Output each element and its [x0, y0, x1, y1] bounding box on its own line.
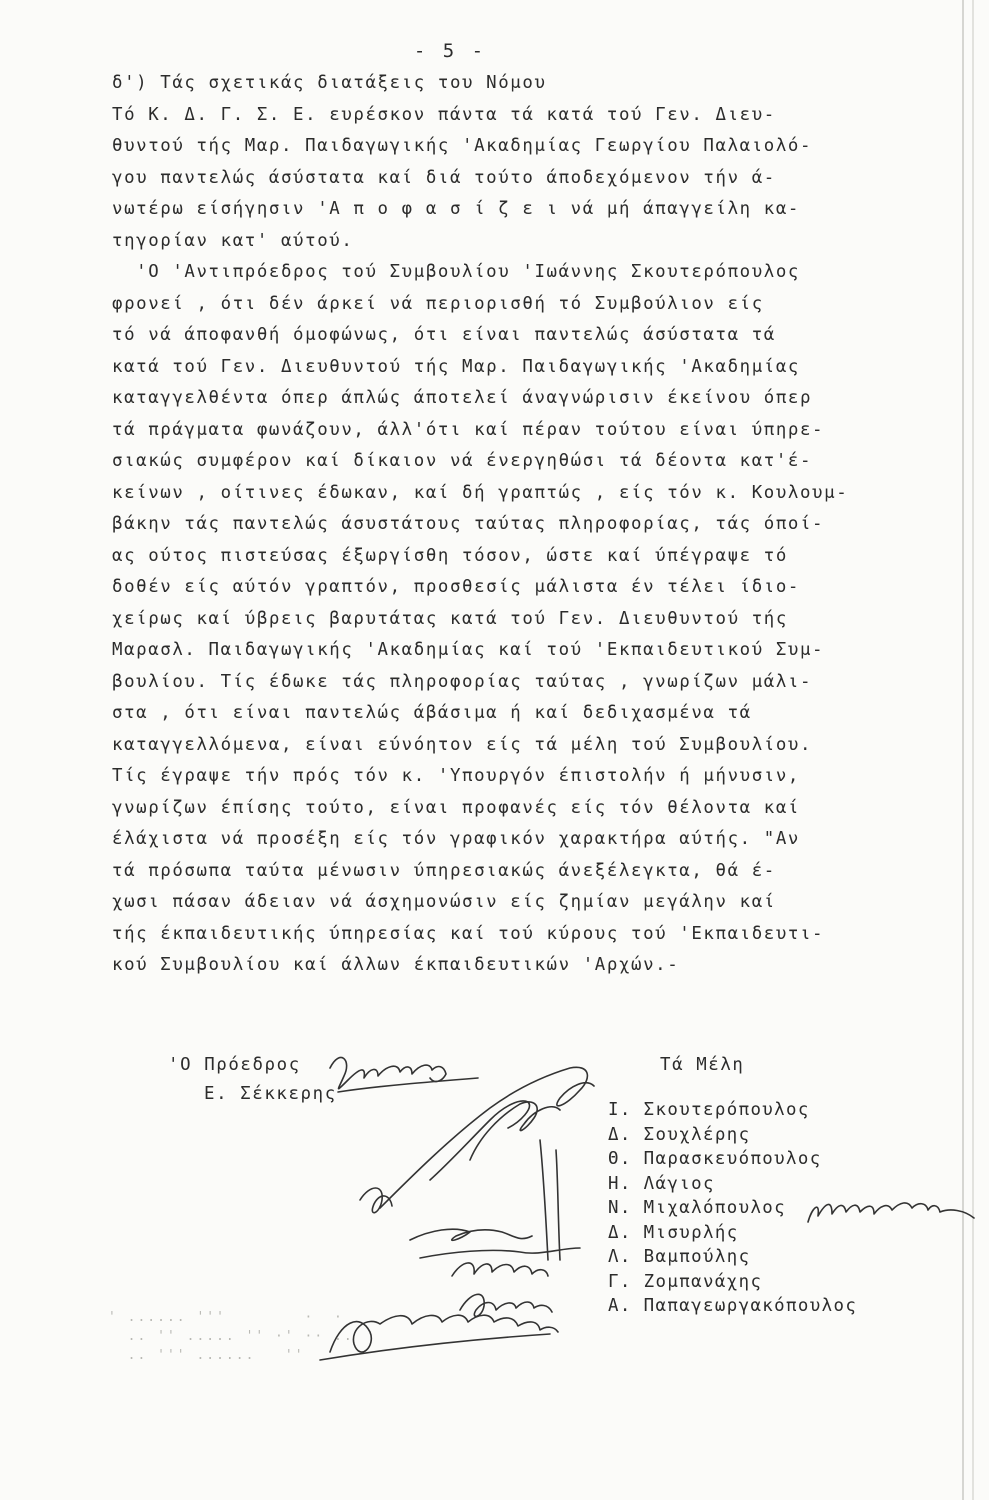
member-name: Ν. Μιχαλόπουλος	[608, 1198, 787, 1218]
president-label: 'Ο Πρόεδρος	[168, 1055, 301, 1075]
text-line: δοθέν είς αύτόν γραπτόν, προσθεσίς μάλιστα έν τέλει ίδιο-	[112, 577, 800, 597]
text-line: βάκην τάς παντελώς άσυστάτους ταύτας πληροφορίας, τάς όποί-	[112, 514, 825, 534]
text-line: γνωρίζων έπίσης τούτο, είναι προφανές είς τόν θέλοντα καί	[112, 797, 800, 818]
text-line: χείρως καί ύβρεις βαρυτάτας κατά τού Γεν. Διευθυντού τής	[112, 608, 788, 629]
member-signature	[410, 1229, 532, 1240]
text-line: Μαρασλ. Παιδαγωγικής 'Ακαδημίας καί τού 'Εκπαιδευτικού Συμ-	[112, 640, 825, 660]
text-line: στα , ότι είναι παντελώς άβάσιμα ή καί δεδιχασμένα τά	[112, 703, 752, 723]
text-line: τηγορίαν κατ' αύτού.	[112, 230, 354, 251]
text-line: έλάχιστα νά προσέξη είς τόν γραφικόν χαρακτήρα αύτής. "Αν	[112, 829, 800, 849]
text-line: σιακώς συμφέρον καί δίκαιον νά ένεργηθώσι τά δέοντα κατ'έ-	[112, 451, 813, 471]
member-name: Α. Παπαγεωργακόπουλος	[608, 1296, 858, 1316]
members-list	[608, 1098, 857, 1319]
member-signature	[460, 1294, 552, 1316]
text-line: Τό Κ. Δ. Γ. Σ. Ε. ευρέσκον πάντα τά κατά τού Γεν. Διευ-	[112, 104, 776, 125]
text-line: βουλίου. Τίς έδωκε τάς πληροφορίας ταύτας , γνωρίζων μάλι-	[112, 671, 813, 692]
text-line: γου παντελώς άσύστατα καί διά τούτο άποδεχόμενον τήν ά-	[112, 167, 776, 188]
page-number: - 5 -	[413, 40, 487, 62]
member-signature	[330, 1315, 558, 1352]
president-name: Ε. Σέκκερης	[204, 1084, 337, 1104]
text-line: Τίς έγραψε τήν πρός τόν κ. 'Υπουργόν έπιστολήν ή μήνυσιν,	[112, 766, 800, 786]
text-line: κού Συμβουλίου καί άλλων έκπαιδευτικών 'Αρχών.-	[112, 955, 680, 975]
text-line: δ') Τάς σχετικάς διατάξεις του Νόμου	[112, 73, 547, 93]
member-name: Η. Λάγιος	[608, 1173, 715, 1194]
text-line: κείνων , οίτινες έδωκαν, καί δή γραπτώς , είς τόν κ. Κουλουμ-	[112, 482, 849, 503]
member-name: Λ. Βαμπούλης	[608, 1247, 751, 1267]
text-line: κατά τού Γεν. Διευθυντού τής Μαρ. Παιδαγωγικής 'Ακαδημίας	[112, 356, 800, 377]
faint-stamp-marks: ' ...... ''' · · .. '' ..... '' ·' ·· .. .. ''' ...... ''	[108, 1310, 354, 1363]
text-line: τής έκπαιδευτικής ύπηρεσίας καί τού κύρους τού 'Εκπαιδευτι-	[112, 923, 825, 944]
text-line: νωτέρω είσήγησιν 'Α π ο φ α σ ί ζ ε ι νά μή άπαγγείλη κα-	[112, 199, 800, 219]
text-line: τό νά άποφανθή όμοφώνως, ότι είναι παντελώς άσύστατα τά	[112, 325, 776, 345]
text-line: 'Ο 'Αντιπρόεδρος τού Συμβουλίου 'Ιωάννης Σκουτερόπουλος	[112, 262, 800, 282]
member-signature	[452, 1263, 548, 1276]
member-name: Θ. Παρασκευόπουλος	[608, 1149, 822, 1169]
text-line: ας ούτος πιστεύσας έξωργίσθη τόσον, ώστε καί ύπέγραψε τό	[112, 545, 788, 566]
text-line: καταγγελλόμενα, είναι εύνόητον είς τά μέλη τού Συμβουλίου.	[112, 734, 813, 755]
text-line: καταγγελθέντα όπερ άπλώς άποτελεί άναγνώρισιν έκείνου όπερ	[112, 388, 813, 408]
members-label: Τά Μέλη	[660, 1055, 745, 1075]
president-signature	[330, 1058, 446, 1089]
text-line: τά πρόσωπα ταύτα μένωσιν ύπηρεσιακώς άνεξέλεγκτα, θά έ-	[112, 860, 776, 881]
text-line: θυντού τής Μαρ. Παιδαγωγικής 'Ακαδημίας Γεωργίου Παλαιολό-	[112, 136, 813, 156]
member-name: Γ. Ζομπανάχης	[608, 1271, 763, 1292]
member-signature	[380, 1067, 594, 1208]
text-line: τά πράγματα φωνάζουν, άλλ'ότι καί πέραν τούτου είναι ύπηρε-	[112, 419, 825, 440]
text-line: χωσι πάσαν άδειαν νά άσχημονώσιν είς ζημίαν μεγάλην καί	[112, 892, 776, 912]
text-line: φρονεί , ότι δέν άρκεί νά περιορισθή τό Συμβούλιον είς	[112, 293, 764, 314]
member-name: Δ. Σουχλέρης	[608, 1124, 751, 1145]
member-name: Ι. Σκουτερόπουλος	[608, 1100, 810, 1120]
member-name: Δ. Μισυρλής	[608, 1222, 739, 1243]
